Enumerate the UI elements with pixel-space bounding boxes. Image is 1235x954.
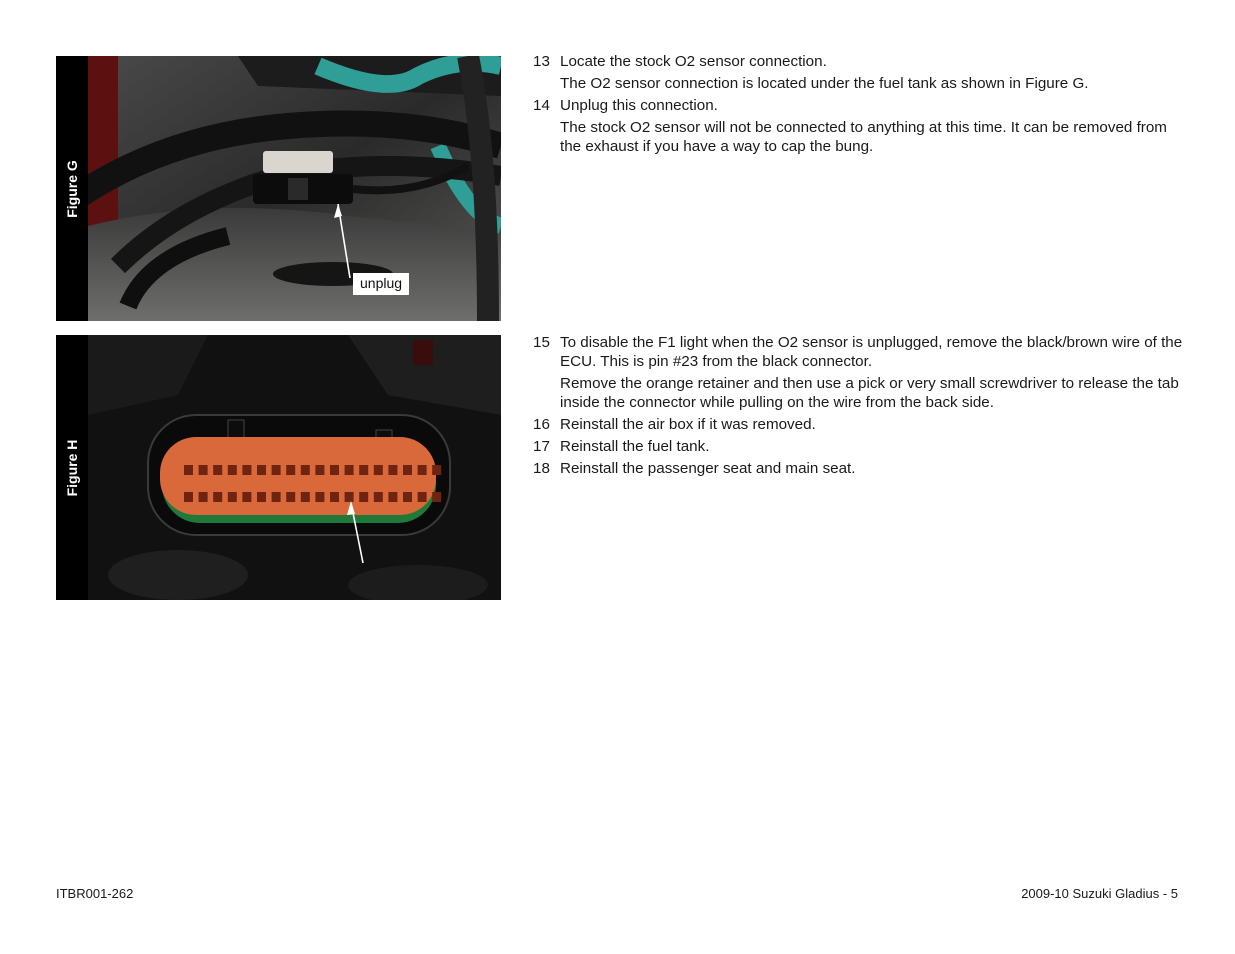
step-number: 15 (533, 334, 550, 351)
step-text: To disable the F1 light when the O2 sensor is unplugged, remove the black/brown wire of the ECU. This is pin #23 from the black connector. (560, 334, 1183, 370)
connector-pin (330, 492, 339, 502)
step-text: Reinstall the air box if it was removed. (560, 416, 816, 433)
connector-pin (199, 492, 208, 502)
figure-h-photo (88, 335, 501, 600)
connector-pin (418, 465, 427, 475)
step-15 (533, 333, 1183, 371)
step-15-note: Remove the orange retainer and then use a pick or very small screwdriver to release the tab inside the connector while pulling on the wire from the back side. (560, 375, 1179, 411)
step-13-note: The O2 sensor connection is located under the fuel tank as shown in Figure G. (560, 75, 1089, 92)
connector-pin (359, 465, 368, 475)
connector-pin (315, 465, 324, 475)
connector-pin (257, 465, 266, 475)
connector-pin (301, 492, 310, 502)
connector-pin (184, 465, 193, 475)
connector-pin (374, 492, 383, 502)
connector-pin (432, 465, 441, 475)
step-14-note: The stock O2 sensor will not be connected to anything at this time. It can be removed from the exhaust if you have a way to cap the bung. (560, 119, 1167, 155)
figure-h-tab (56, 335, 87, 600)
connector-pin (345, 465, 354, 475)
step-text: Reinstall the passenger seat and main seat. (560, 460, 856, 477)
ecu-connector-photo (88, 335, 501, 600)
connector-pin (301, 465, 310, 475)
step-text: Unplug this connection. (560, 97, 718, 114)
step-text: Reinstall the fuel tank. (560, 438, 710, 455)
o2-connector-photo (88, 56, 501, 321)
figure-g-photo (88, 56, 501, 321)
connector-pin (286, 465, 295, 475)
step-17 (533, 437, 1183, 456)
step-16 (533, 415, 1183, 434)
step-13 (533, 52, 1183, 71)
connector-pin (272, 492, 281, 502)
connector-pin (315, 492, 324, 502)
figure-g-tab (56, 56, 87, 321)
connector-pin (403, 465, 412, 475)
connector-pin (345, 492, 354, 502)
footer-page-title: 2009-10 Suzuki Gladius - 5 (1021, 886, 1178, 901)
connector-pin (242, 465, 251, 475)
connector-pin (418, 492, 427, 502)
connector-pin (257, 492, 266, 502)
connector-pin (199, 465, 208, 475)
connector-pin (228, 492, 237, 502)
connector-pin (228, 465, 237, 475)
steps-section-1 (533, 52, 1183, 159)
step-18 (533, 459, 1183, 478)
connector-pin (184, 492, 193, 502)
connector-pin (403, 492, 412, 502)
step-number: 16 (533, 416, 550, 433)
unplug-callout: unplug (353, 273, 409, 295)
figure-g-label: Figure G (63, 159, 80, 218)
step-number: 18 (533, 460, 550, 477)
figure-h-label: Figure H (63, 439, 80, 496)
connector-pin (272, 465, 281, 475)
step-14 (533, 96, 1183, 115)
figure-g (56, 56, 501, 321)
step-number: 14 (533, 97, 550, 114)
connector-pin (359, 492, 368, 502)
steps-section-2 (533, 333, 1183, 481)
connector-pin (213, 465, 222, 475)
step-number: 17 (533, 438, 550, 455)
connector-pin (374, 465, 383, 475)
step-text: Locate the stock O2 sensor connection. (560, 53, 827, 70)
footer-doc-number: ITBR001-262 (56, 886, 134, 901)
step-number: 13 (533, 53, 550, 70)
connector-pin (242, 492, 251, 502)
connector-pin (432, 492, 441, 502)
connector-pin (330, 465, 339, 475)
connector-pin (388, 492, 397, 502)
figure-h (56, 335, 501, 600)
connector-pin (213, 492, 222, 502)
connector-pin (286, 492, 295, 502)
connector-pin (388, 465, 397, 475)
